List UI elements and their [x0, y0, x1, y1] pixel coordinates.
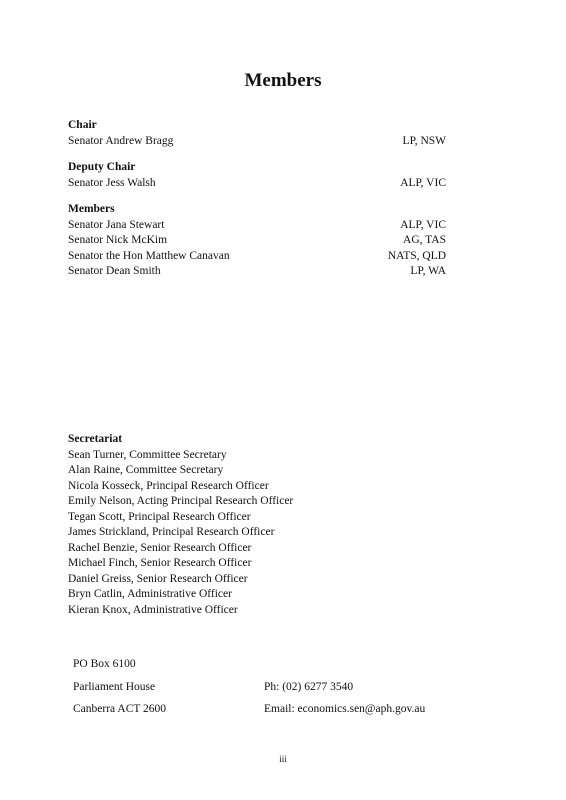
member-row — [68, 264, 446, 280]
staff-member: Bryn Catlin, Administrative Officer — [68, 588, 232, 600]
email-address[interactable]: Email: economics.sen@aph.gov.au — [264, 703, 426, 715]
member-party: LP, NSW — [402, 134, 446, 147]
deputy-chair-section — [68, 160, 446, 191]
member-name: Senator Andrew Bragg — [68, 134, 174, 147]
members-section — [68, 202, 446, 280]
building-address: Parliament House — [73, 681, 156, 693]
member-party: NATS, QLD — [387, 249, 446, 262]
member-party: ALP, VIC — [400, 176, 446, 189]
member-name: Senator the Hon Matthew Canavan — [68, 249, 230, 262]
staff-member: Daniel Greiss, Senior Research Officer — [68, 572, 248, 585]
secretariat-section — [68, 432, 293, 618]
chair-section — [68, 118, 446, 149]
member-row — [68, 176, 446, 192]
chair-heading: Chair — [68, 119, 97, 131]
staff-member: Rachel Benzie, Senior Research Officer — [68, 541, 252, 554]
member-row — [68, 134, 446, 150]
page-number: iii — [279, 754, 287, 764]
city-address: Canberra ACT 2600 — [73, 703, 167, 715]
member-name: Senator Dean Smith — [68, 265, 161, 277]
member-party: ALP, VIC — [400, 218, 446, 231]
staff-member: James Strickland, Principal Research Officer — [68, 526, 275, 538]
staff-member: Kieran Knox, Administrative Officer — [68, 603, 238, 616]
po-box: PO Box 6100 — [73, 658, 136, 670]
member-row — [68, 233, 446, 249]
member-party: AG, TAS — [403, 234, 446, 246]
staff-member: Alan Raine, Committee Secretary — [68, 464, 224, 476]
deputy-chair-heading: Deputy Chair — [68, 161, 136, 173]
member-name: Senator Jess Walsh — [68, 176, 156, 189]
staff-member: Nicola Kosseck, Principal Research Officer — [68, 479, 269, 492]
staff-member: Emily Nelson, Acting Principal Research Officer — [68, 495, 294, 507]
member-name: Senator Jana Stewart — [68, 218, 165, 231]
staff-member: Tegan Scott, Principal Research Officer — [68, 510, 251, 523]
member-party: LP, WA — [410, 265, 446, 277]
member-name: Senator Nick McKim — [68, 234, 168, 246]
secretariat-heading: Secretariat — [68, 433, 123, 445]
member-row — [68, 218, 446, 234]
phone-number: Ph: (02) 6277 3540 — [264, 681, 354, 693]
staff-member: Michael Finch, Senior Research Officer — [68, 557, 252, 569]
members-heading: Members — [68, 203, 115, 215]
staff-member: Sean Turner, Committee Secretary — [68, 448, 227, 461]
member-row — [68, 249, 446, 265]
page-title: Members — [244, 70, 322, 91]
